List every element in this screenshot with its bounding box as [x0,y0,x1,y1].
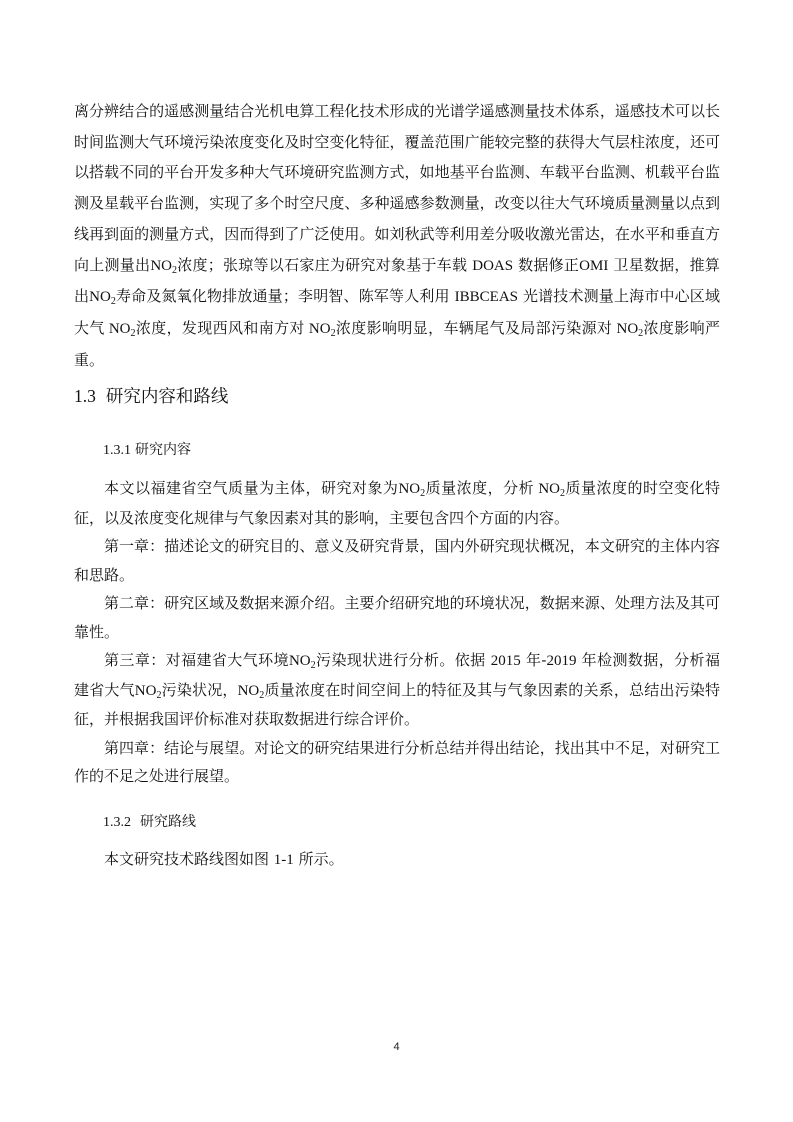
no2-formula: $NO_2$ [616,320,644,339]
section-heading-1-3: 1.3 研究内容和路线 [74,386,229,407]
no2-formula: $NO_2$ [288,653,316,671]
no2-formula: $NO_2$ [308,320,336,339]
paragraph-chapter-1: 第一章：描述论文的研究目的、意义及研究背景，国内外研究现状概况，本文研究的主体内容和思路。 [74,537,720,584]
paragraph-chapter-4: 第四章：结论与展望。对论文的研究结果进行分析总结并得出结论，找出其中不足，对研究工作的不足之处进行展望。 [74,738,720,785]
intro-paragraph: 离分辨结合的遥感测量结合光机电算工程化技术形成的光谱学遥感测量技术体系，遥感技术可以长时间监测大气环境污染浓度变化及时空变化特征，覆盖范围广能较完整的获得大气层柱浓度，还可以搭载不同的平台开发多种大气环境研究监测方式，如地基平台监测、车载平台监测、机载平台监测及星载平台监测，实现了多个时空尺度、多种遥感参数测量，改变以往大气环境质量测量以点到线再到面的测量方式，因而得到了广泛使用。如刘秋武等利用差分吸收激光雷达，在水平和垂直方向上测量出$NO_2$浓度；张琼等以石家庄为研究对象基于车载 DOAS 数据修正OMI 卫星数据，推算出$NO_2$寿命及氮氧化物排放通量；李明智、陈军等人利用 IBBCEAS 光谱技术测量上海市中心区域大气 $NO_2$浓度，发现西风和南方对 $NO_2$浓度影响明显，车辆尾气及局部污染源对 $NO_2$浓度影响严重。 [74,102,720,369]
section-heading-1-3-2: 1.3.2 研究路线 [103,814,196,830]
no2-formula: $NO_2$ [237,682,265,701]
no2-formula: $NO_2$ [538,481,566,499]
page-number: 4 [393,1041,400,1053]
research-content-body [74,474,720,791]
paragraph-overview: 本文以福建省空气质量为主体，研究对象为$NO_2$质量浓度，分析 $NO_2$质量浓度的时空变化特征，以及浓度变化规律与气象因素对其的影响，主要包含四个方面的内容。 [74,479,720,527]
no2-formula: $NO_2$ [134,682,162,701]
no2-formula: $NO_2$ [398,481,426,499]
paragraph-chapter-2: 第二章：研究区域及数据来源介绍。主要介绍研究地的环境状况，数据来源、处理方法及其可靠性。 [74,594,720,641]
paragraph-chapter-3: 第三章：对福建省大气环境$NO_2$污染现状进行分析。依据 2015 年-2019 年检测数据，分析福建省大气$NO_2$污染状况，$NO_2$质量浓度在时间空间上的特征及其与气象因素的关系，总结出污染特征，并根据我国评价标准对获取数据进行综合评价。 [74,651,720,728]
paragraph-route: 本文研究技术路线图如图 1-1 所示。 [104,850,344,868]
section-heading-1-3-1: 1.3.1 研究内容 [103,442,191,458]
no2-formula: $NO_2$ [89,289,116,308]
no2-formula: $NO_2$ [108,320,136,339]
no2-formula: $NO_2$ [150,257,177,276]
